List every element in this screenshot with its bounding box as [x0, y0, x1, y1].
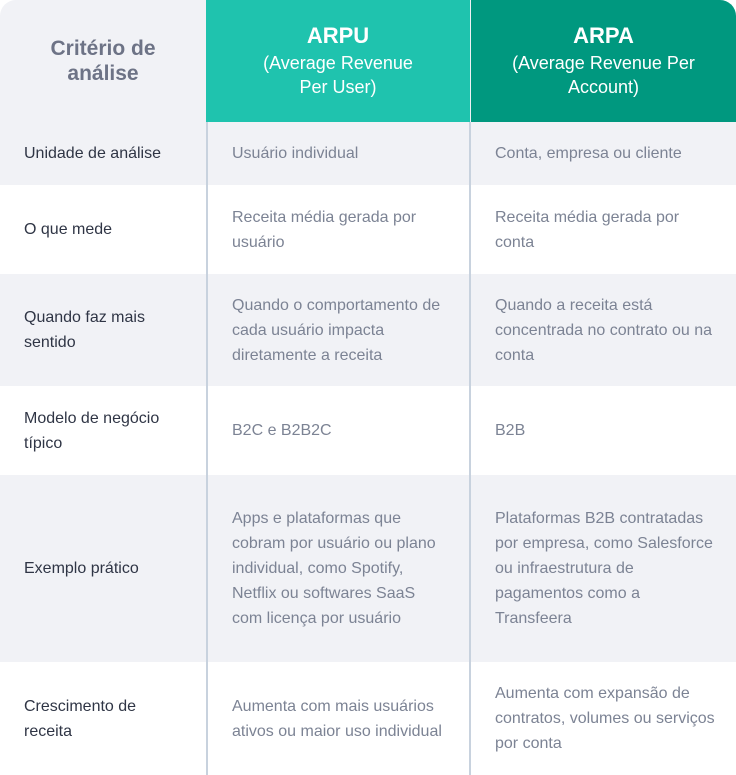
row-arpa-value: Plataformas B2B contratadas por empresa, como Salesforce ou infraestrutura de pagamentos como a Transfeera — [471, 475, 736, 662]
row-arpa-value: Quando a receita está concentrada no contrato ou na conta — [471, 274, 736, 386]
row-arpu-value: B2C e B2B2C — [206, 386, 471, 475]
row-arpa-value: Aumenta com expansão de contratos, volumes ou serviços por conta — [471, 662, 736, 775]
header-arpu — [206, 0, 471, 122]
row-arpu-value: Quando o comportamento de cada usuário impacta diretamente a receita — [206, 274, 471, 386]
row-arpa-value: B2B — [471, 386, 736, 475]
row-criterion: Quando faz mais sentido — [0, 274, 206, 386]
row-criterion: Unidade de análise — [0, 122, 206, 185]
header-arpa-name: ARPA — [573, 23, 634, 48]
row-arpu-value: Apps e plataformas que cobram por usuário ou plano individual, como Spotify, Netflix ou softwares SaaS com licença por usuário — [206, 475, 471, 662]
header-criterion: Critério de análise — [0, 0, 206, 122]
row-criterion: Modelo de negócio típico — [0, 386, 206, 475]
header-arpu-name: ARPU — [306, 23, 370, 48]
header-arpa — [471, 0, 736, 122]
row-arpu-value: Usuário individual — [206, 122, 471, 185]
row-arpu-value: Aumenta com mais usuários ativos ou maior uso individual — [206, 662, 471, 775]
row-arpu-value: Receita média gerada por usuário — [206, 185, 471, 274]
row-criterion: O que mede — [0, 185, 206, 274]
row-criterion: Exemplo prático — [0, 475, 206, 662]
header-arpu-full: (Average Revenue Per User) — [263, 53, 413, 97]
row-arpa-value: Conta, empresa ou cliente — [471, 122, 736, 185]
row-arpa-value: Receita média gerada por conta — [471, 185, 736, 274]
row-criterion: Crescimento de receita — [0, 662, 206, 775]
header-arpa-full: (Average Revenue Per Account) — [512, 53, 695, 97]
